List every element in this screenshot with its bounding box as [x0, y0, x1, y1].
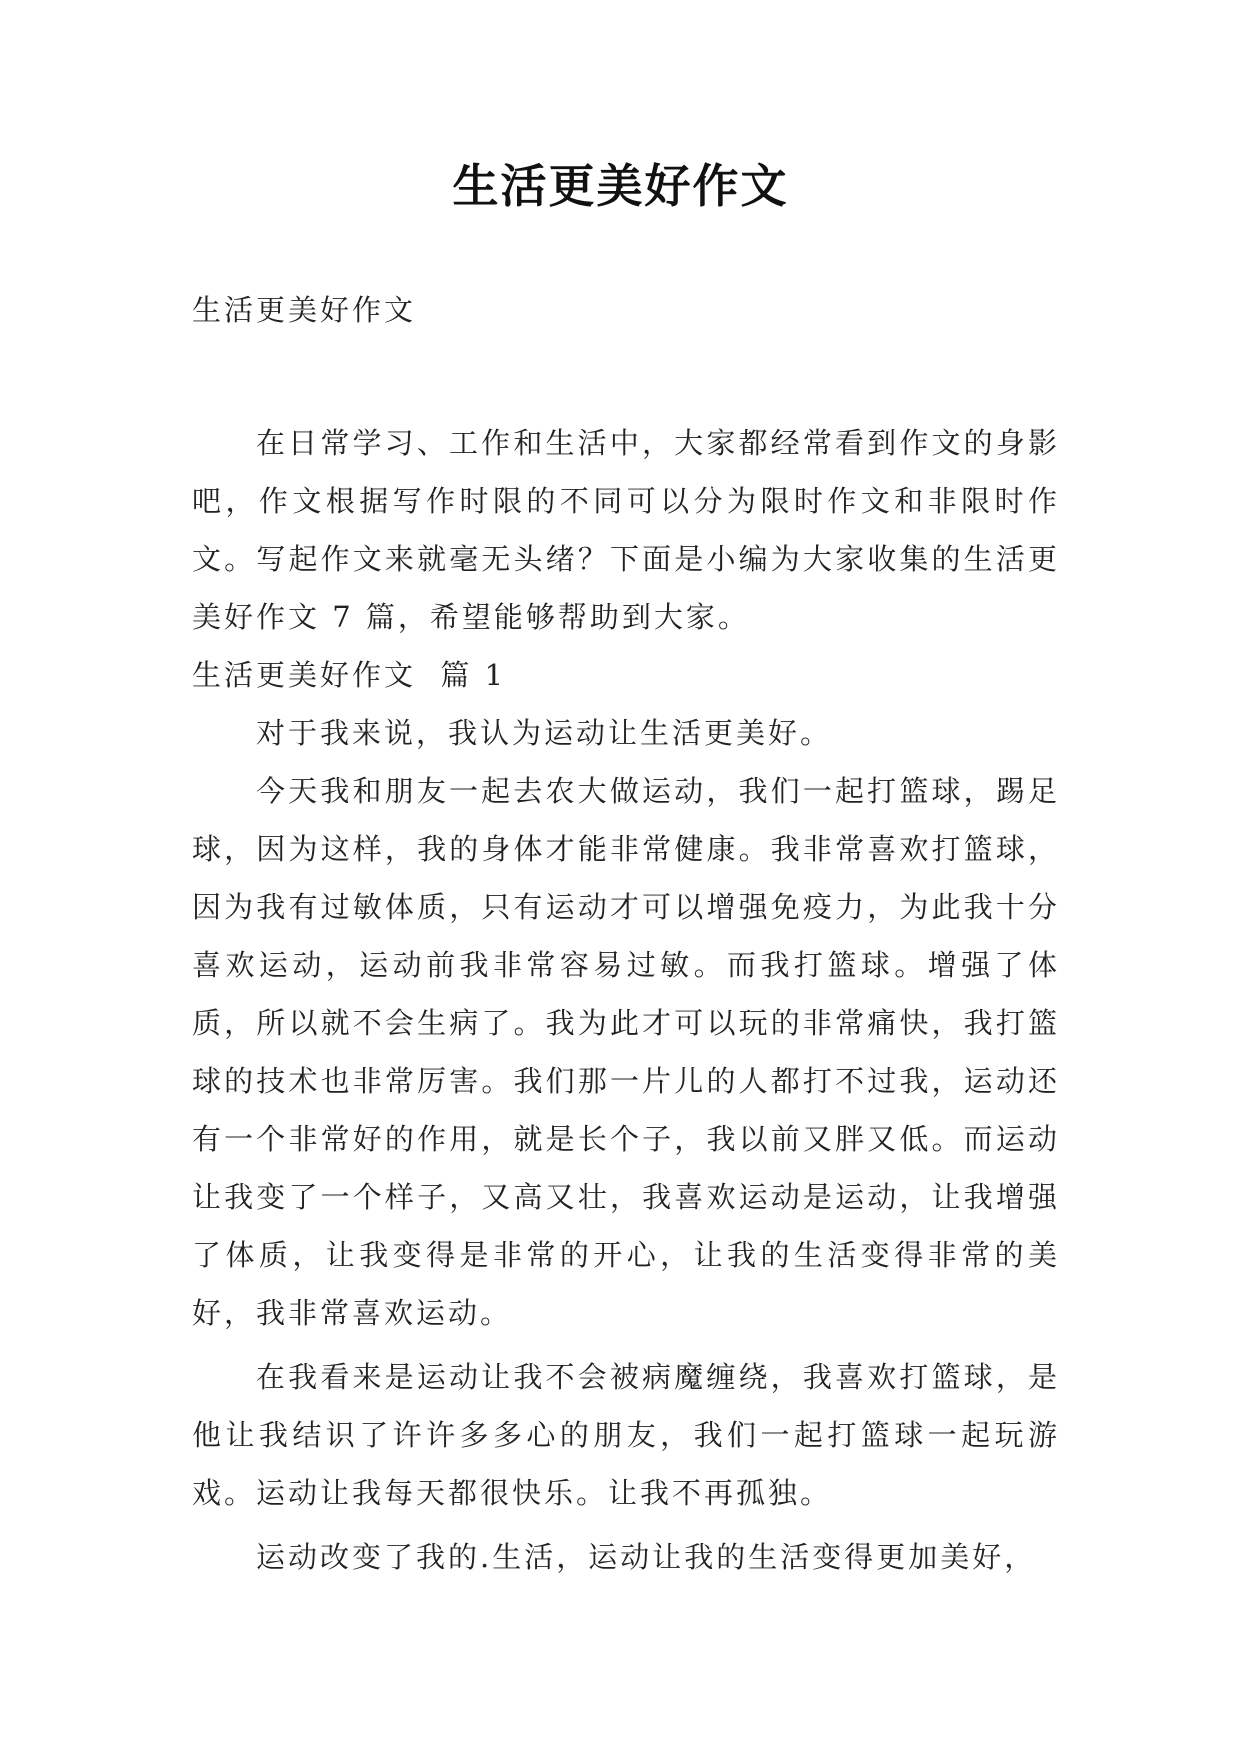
- body-paragraph: 在我看来是运动让我不会被病魔缠绕，我喜欢打篮球，是他让我结识了许许多多心的朋友，我们一起打篮球一起玩游戏。运动让我每天都很快乐。让我不再孤独。: [192, 1360, 1060, 1510]
- document-title: 生活更美好作文: [452, 159, 789, 213]
- intro-paragraph: 在日常学习、工作和生活中，大家都经常看到作文的身影吧，作文根据写作时限的不同可以分为限时作文和非限时作文。写起作文来就毫无头绪？下面是小编为大家收集的生活更美好作文 7 篇，希望能够帮助到大家。: [192, 426, 1060, 634]
- body-paragraph: 运动改变了我的.生活，运动让我的生活变得更加美好，: [256, 1540, 1037, 1574]
- document-subtitle: 生活更美好作文: [192, 293, 417, 327]
- section-heading: 生活更美好作文 篇 1: [192, 658, 507, 692]
- body-paragraph: 今天我和朋友一起去农大做运动，我们一起打篮球，踢足球，因为这样，我的身体才能非常健康。我非常喜欢打篮球，因为我有过敏体质，只有运动才可以增强免疫力，为此我十分喜欢运动，运动前我非常容易过敏。而我打篮球。增强了体质，所以就不会生病了。我为此才可以玩的非常痛快，我打篮球的技术也非常厉害。我们那一片儿的人都打不过我，运动还有一个非常好的作用，就是长个子，我以前又胖又低。而运动让我变了一个样子，又高又壮，我喜欢运动是运动，让我增强了体质，让我变得是非常的开心，让我的生活变得非常的美好，我非常喜欢运动。: [192, 774, 1060, 1330]
- body-paragraph: 对于我来说，我认为运动让生活更美好。: [256, 716, 833, 750]
- document-body: [192, 290, 1060, 1586]
